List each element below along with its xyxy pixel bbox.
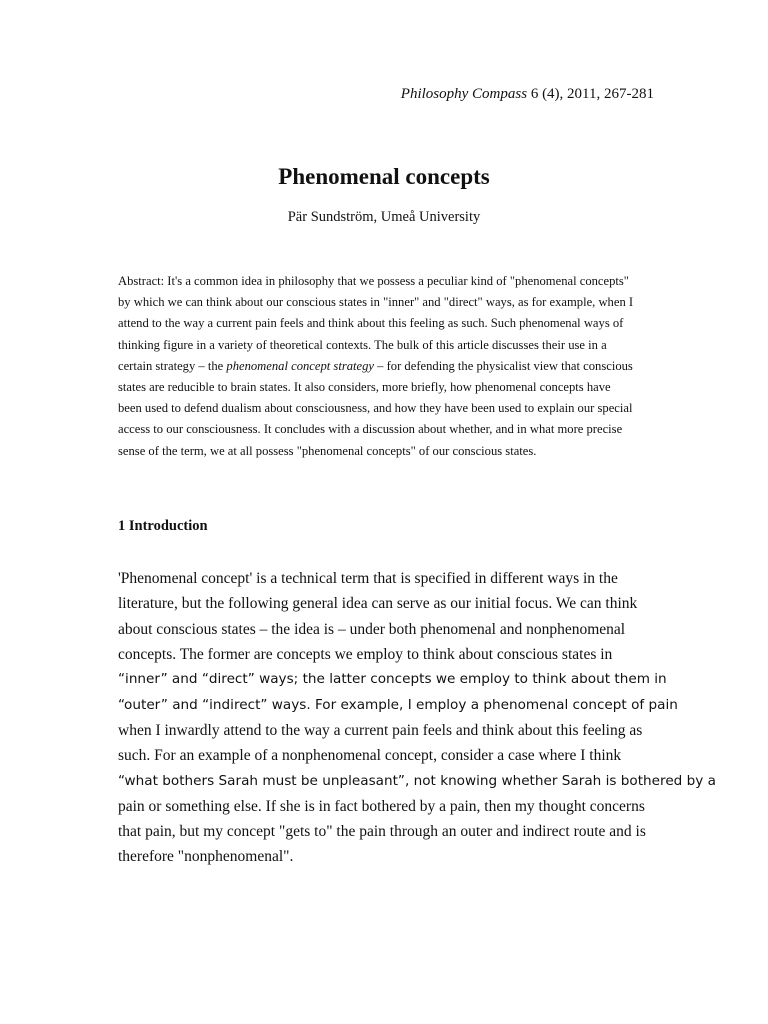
body-line: pain or something else. If she is in fact bothered by a pain, then my thought concerns [118, 797, 645, 815]
section-heading: 1 Introduction [118, 518, 208, 534]
body-text: For example, I employ a phenomenal concept of pain [310, 697, 678, 714]
abstract-line: been used to defend dualism about consciousness, and how they have been used to explain our special [118, 401, 633, 416]
body-line: therefore "nonphenomenal". [118, 848, 294, 866]
abstract [118, 271, 663, 462]
body-quote: “what bothers Sarah must be unpleasant” [118, 773, 405, 790]
abstract-line: states are reducible to brain states. It also considers, more briefly, how phenomenal concepts have [118, 379, 611, 394]
abstract-text: certain strategy – the [118, 358, 227, 373]
body-line: literature, but the following general idea can serve as our initial focus. We can think [118, 595, 638, 613]
abstract-line [118, 356, 663, 377]
journal-name: Philosophy Compass [400, 86, 528, 102]
abstract-line: Abstract: It's a common idea in philosophy that we possess a peculiar kind of "phenomenal concepts" [118, 274, 629, 288]
body-line [118, 692, 678, 717]
abstract-line: by which we can think about our conscious states in "inner" and "direct" ways, as for example, when I [118, 295, 634, 310]
body-line: that pain, but my concept "gets to" the pain through an outer and indirect route and is [118, 822, 646, 840]
abstract-line: access to our consciousness. It concludes with a discussion about whether, and in what more precise [118, 422, 623, 437]
abstract-emphasis: phenomenal concept strategy [226, 358, 374, 373]
body-line: about conscious states – the idea is – under both phenomenal and nonphenomenal [118, 620, 626, 638]
body-line: concepts. The former are concepts we employ to think about conscious states in [118, 645, 613, 663]
abstract-text: – for defending the physicalist view that conscious [374, 358, 633, 373]
abstract-line: sense of the term, we at all possess "phenomenal concepts" of our conscious states. [118, 443, 537, 458]
paper-title: Phenomenal concepts [278, 164, 490, 189]
body-line: 'Phenomenal concept' is a technical term that is specified in different ways in the [118, 570, 618, 587]
author-affiliation: Pär Sundström, Umeå University [287, 209, 481, 225]
section-body [118, 566, 716, 870]
body-line: “inner” and “direct” ways; the latter concepts we employ to think about them in [118, 671, 667, 688]
journal-volume-pages: 6 (4), 2011, 267-281 [527, 86, 654, 102]
journal-citation [401, 86, 654, 103]
body-text: , not knowing whether Sarah is bothered by a [404, 773, 716, 790]
body-line: when I inwardly attend to the way a current pain feels and think about this feeling as [118, 721, 643, 739]
abstract-line: thinking figure in a variety of theoretical contexts. The bulk of this article discusses their use in a [118, 337, 607, 352]
body-line: such. For an example of a nonphenomenal concept, consider a case where I think [118, 747, 622, 765]
abstract-line: attend to the way a current pain feels and think about this feeling as such. Such phenomenal ways of [118, 316, 624, 331]
body-text: “outer” and “indirect” ways. [118, 697, 311, 714]
body-line [118, 768, 716, 793]
